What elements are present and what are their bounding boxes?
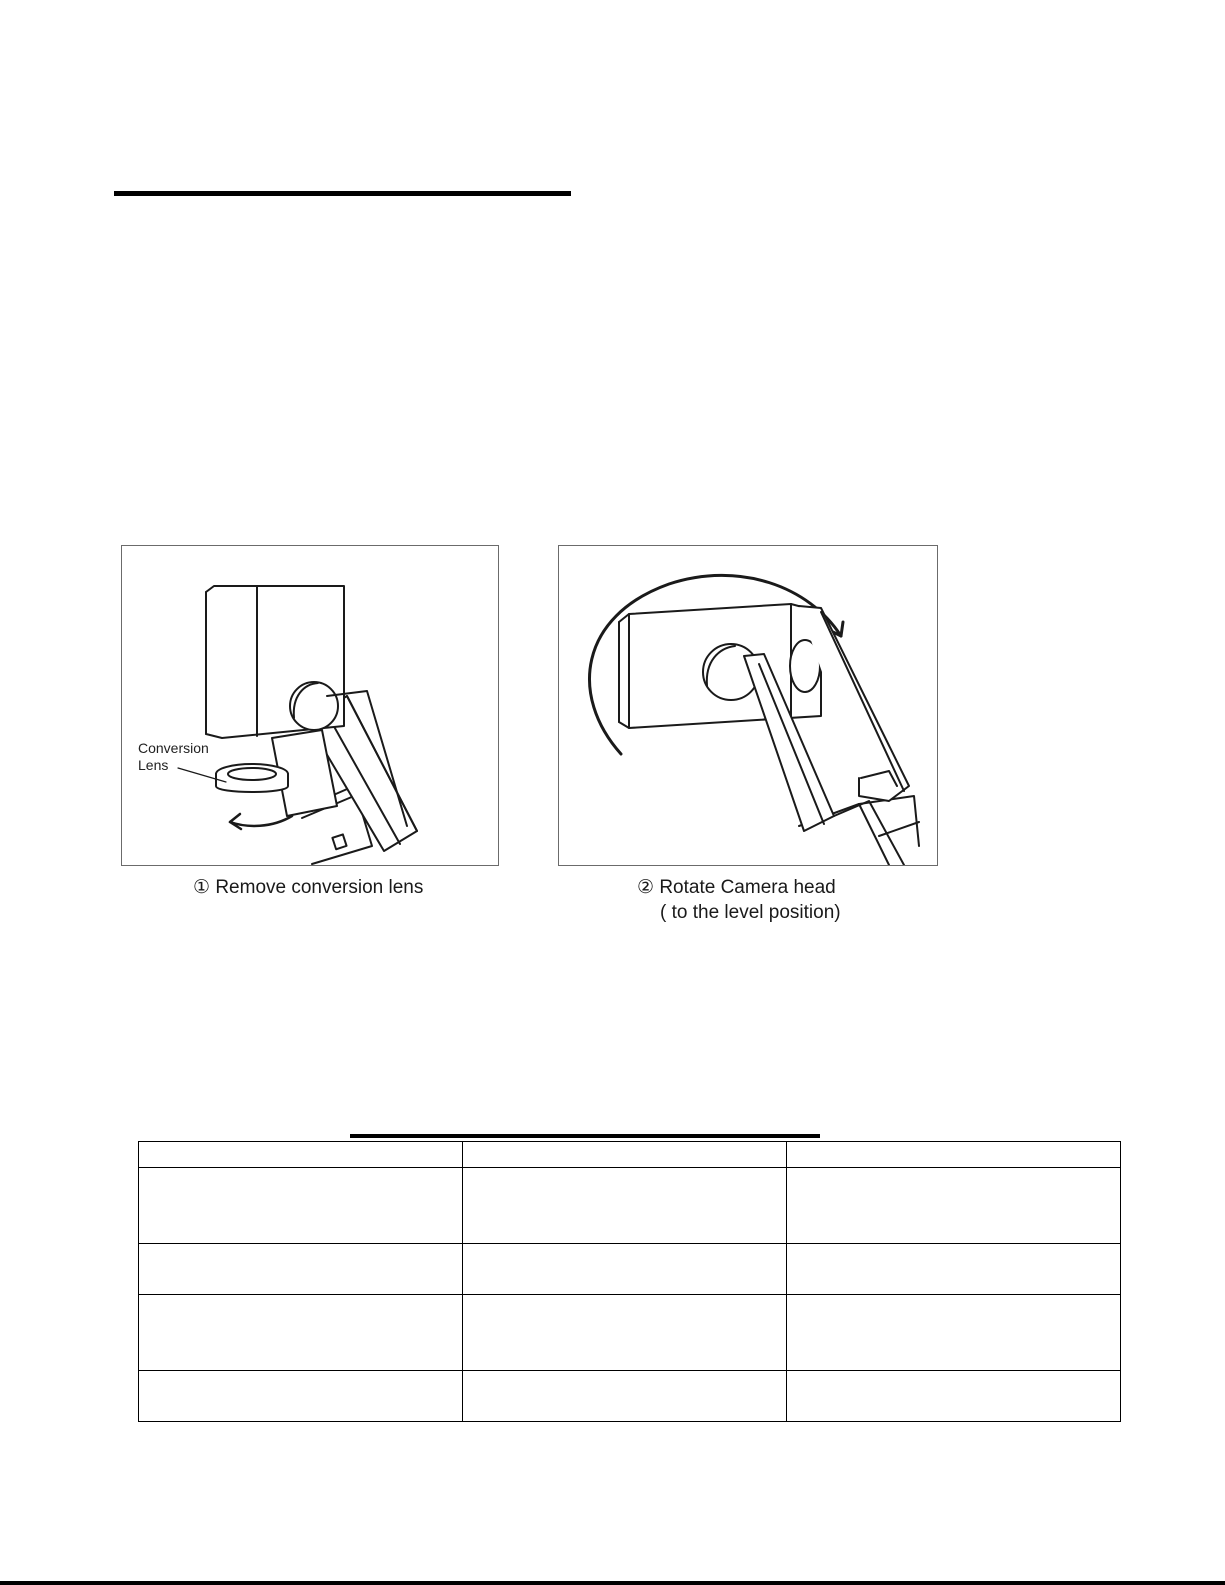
camera-rotate-illustration	[559, 546, 937, 865]
page-bottom-border	[0, 1581, 1225, 1585]
table-row	[139, 1371, 1121, 1422]
table-cell	[463, 1244, 787, 1295]
table-title-underline	[350, 1134, 820, 1138]
table-row	[139, 1244, 1121, 1295]
table-cell	[787, 1295, 1121, 1371]
table-cell	[463, 1295, 787, 1371]
table-cell	[139, 1295, 463, 1371]
conversion-label-line1: Conversion	[138, 740, 209, 756]
table-row	[139, 1168, 1121, 1244]
table-cell	[463, 1371, 787, 1422]
table-row	[139, 1295, 1121, 1371]
figure-2-caption-sub: ( to the level position)	[660, 902, 841, 923]
table-cell	[787, 1244, 1121, 1295]
section-heading-underline	[114, 191, 571, 196]
table-cell	[139, 1244, 463, 1295]
figure-1-caption-text: Remove conversion lens	[215, 877, 424, 898]
table-cell	[787, 1168, 1121, 1244]
figure-2-caption	[637, 876, 836, 900]
figure-remove-conversion-lens	[121, 545, 499, 866]
figure-rotate-camera-head	[558, 545, 938, 866]
table-cell	[463, 1168, 787, 1244]
figure-2-caption-text: Rotate Camera head	[659, 877, 836, 898]
table-cell	[139, 1168, 463, 1244]
table-cell	[139, 1371, 463, 1422]
spec-table	[138, 1141, 1121, 1422]
camera-lens-illustration	[122, 546, 498, 865]
step-1-marker: ①	[193, 877, 211, 898]
table-header-cell	[463, 1142, 787, 1168]
step-2-marker: ②	[637, 877, 655, 898]
figure-1-caption	[193, 876, 423, 900]
table-header-row	[139, 1142, 1121, 1168]
table-cell	[787, 1371, 1121, 1422]
conversion-label-line2: Lens	[138, 757, 169, 773]
table-header-cell	[139, 1142, 463, 1168]
table-header-cell	[787, 1142, 1121, 1168]
